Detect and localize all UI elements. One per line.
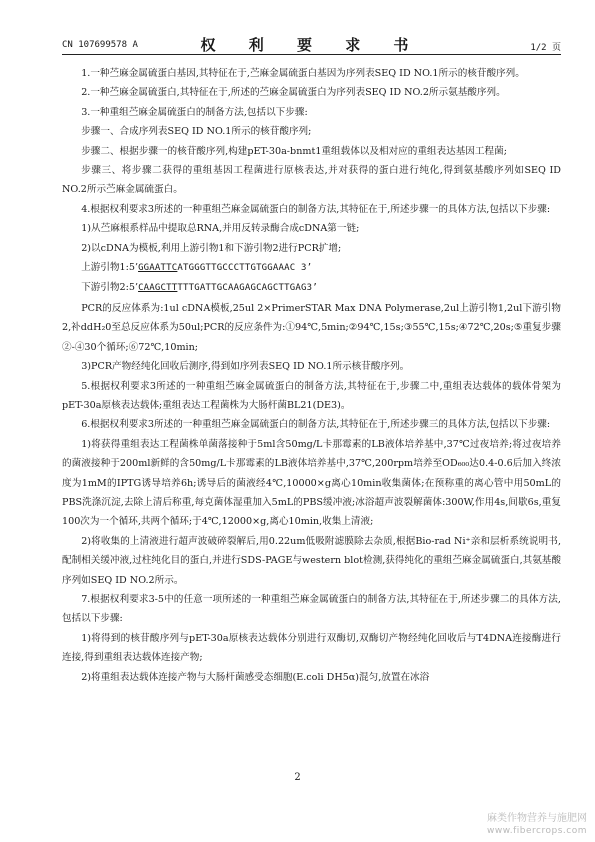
- primer-down-seq: TTTGATTGCAAGAGCAGCTTGAG3’: [177, 283, 318, 294]
- site-watermark: [487, 812, 587, 838]
- page-number: 2: [294, 772, 301, 783]
- claim-3-step-2: 步骤二、根据步骤一的核苷酸序列,构建pET-30a-bnmt1重组载体以及相对应的重组表达基因工程菌;: [81, 145, 507, 157]
- claim-4-step-2: 2)以cDNA为模板,利用上游引物1和下游引物2进行PCR扩增;: [81, 242, 342, 254]
- claim-3-step-1: 步骤一、合成序列表SEQ ID NO.1所示的核苷酸序列;: [81, 126, 312, 138]
- primer-up-site: GGAATTC: [138, 263, 178, 274]
- patent-number: CN 107699578 A: [62, 40, 138, 50]
- pcr-system: PCR的反应体系为:1ul cDNA模板,25ul 2×PrimerSTAR Max DNA Polymerase,2ul上游引物1,2ul下游引物2,补ddH₂0至总反应体系为50ul;PCR的反应条件为:①94℃,5min;②94℃,15s;③55℃,15s;④72℃,20s;⑤重复步骤②-④30个循环;⑥72℃,10min;: [62, 302, 561, 353]
- primer-upstream: [62, 258, 561, 278]
- claim-3-step-3: 步骤三、将步骤二获得的重组基因工程菌进行原核表达,并对获得的蛋白进行纯化,得到氨基酸序列如SEQ ID NO.2所示苎麻金属硫蛋白。: [62, 165, 561, 196]
- page-indicator: 1/2 页: [530, 43, 561, 53]
- claim-6-step-1: 1)将获得重组表达工程菌株单菌落接种于5ml含50mg/L卡那霉素的LB液体培养基中,37℃过夜培养;将过夜培养的菌液接种于200ml新鲜的含50mg/L卡那霉素的LB液体培养基中,37℃,200rpm培养至OD₆₀₀达0.4-0.6后加入终浓度为1mM的IPTG诱导培养6h;诱导后的菌液经4℃,10000×g离心10min收集菌体;在预称重的离心管中用50mL的PBS洗涤沉淀,去除上清后称重,每克菌体湿重加入5mL的PBS缓冲液;冰浴超声波裂解菌体:300W,作用4s,间歇6s,重复100次为一个循环,共两个循环;于4℃,12000×g,离心10min,收集上清液;: [62, 438, 561, 528]
- page-title: 权 利 要 求 书: [200, 36, 423, 54]
- claim-2: 2.一种苎麻金属硫蛋白,其特征在于,所述的苎麻金属硫蛋白为序列表SEQ ID NO.2所示氨基酸序列。: [81, 87, 506, 99]
- watermark-title: 麻类作物营养与施肥网: [487, 813, 587, 824]
- claim-1: 1.一种苎麻金属硫蛋白基因,其特征在于,苎麻金属硫蛋白基因为序列表SEQ ID NO.1所示的核苷酸序列。: [81, 68, 525, 79]
- claim-5: 5.根据权利要求3所述的一种重组苎麻金属硫蛋白的制备方法,其特征在于,步骤二中,重组表达载体的载体骨架为pET-30a原核表达载体;重组表达工程菌株为大肠杆菌BL21(DE3)。: [62, 380, 561, 411]
- primer-up-label: 上游引物1:5’: [81, 262, 139, 274]
- claims-body: [62, 64, 561, 687]
- claim-7-step-1: 1)将得到的核苷酸序列与pET-30a原核表达载体分别进行双酶切,双酶切产物经纯化回收后与T4DNA连接酶进行连接,得到重组表达载体连接产物;: [62, 632, 561, 664]
- primer-down-site: CAAGCTT: [138, 283, 178, 294]
- primer-down-label: 下游引物2:5’: [81, 282, 139, 294]
- primer-downstream: [62, 278, 561, 298]
- claim-6-step-2: 2)将收集的上清液进行超声波破碎裂解后,用0.22um低吸附滤膜除去杂质,根据Bio-rad Ni⁺亲和层析系统说明书,配制相关缓冲液,过柱纯化目的蛋白,并进行SDS-PAGE与western blot检测,获得纯化的重组苎麻金属硫蛋白,其氨基酸序列如SEQ ID NO.2所示。: [62, 535, 561, 586]
- claim-4: 4.根据权利要求3所述的一种重组苎麻金属硫蛋白的制备方法,其特征在于,所述步骤一的具体方法,包括以下步骤:: [81, 203, 551, 215]
- claim-3: 3.一种重组苎麻金属硫蛋白的制备方法,包括以下步骤:: [81, 106, 308, 118]
- watermark-url: www.fibercrops.com: [487, 826, 587, 836]
- claim-6: 6.根据权利要求3所述的一种重组苎麻金属硫蛋白的制备方法,其特征在于,所述步骤三的具体方法,包括以下步骤:: [81, 419, 551, 431]
- claim-7-step-2: 2)将重组表达载体连接产物与大肠杆菌感受态细胞(E.coli DH5α)混匀,放置在冰浴: [81, 671, 430, 683]
- primer-up-seq: ATGGGTTGCCCTTGTGGAAAC 3’: [177, 263, 313, 274]
- page-header: [62, 30, 561, 55]
- claim-4-step-3: 3)PCR产物经纯化回收后测序,得到如序列表SEQ ID NO.1所示核苷酸序列。: [81, 361, 410, 373]
- claim-4-step-1: 1)从苎麻根系样品中提取总RNA,并用反转录酶合成cDNA第一链;: [81, 223, 360, 235]
- claim-7: 7.根据权利要求3-5中的任意一项所述的一种重组苎麻金属硫蛋白的制备方法,其特征在于,所述步骤二的具体方法,包括以下步骤:: [62, 593, 561, 625]
